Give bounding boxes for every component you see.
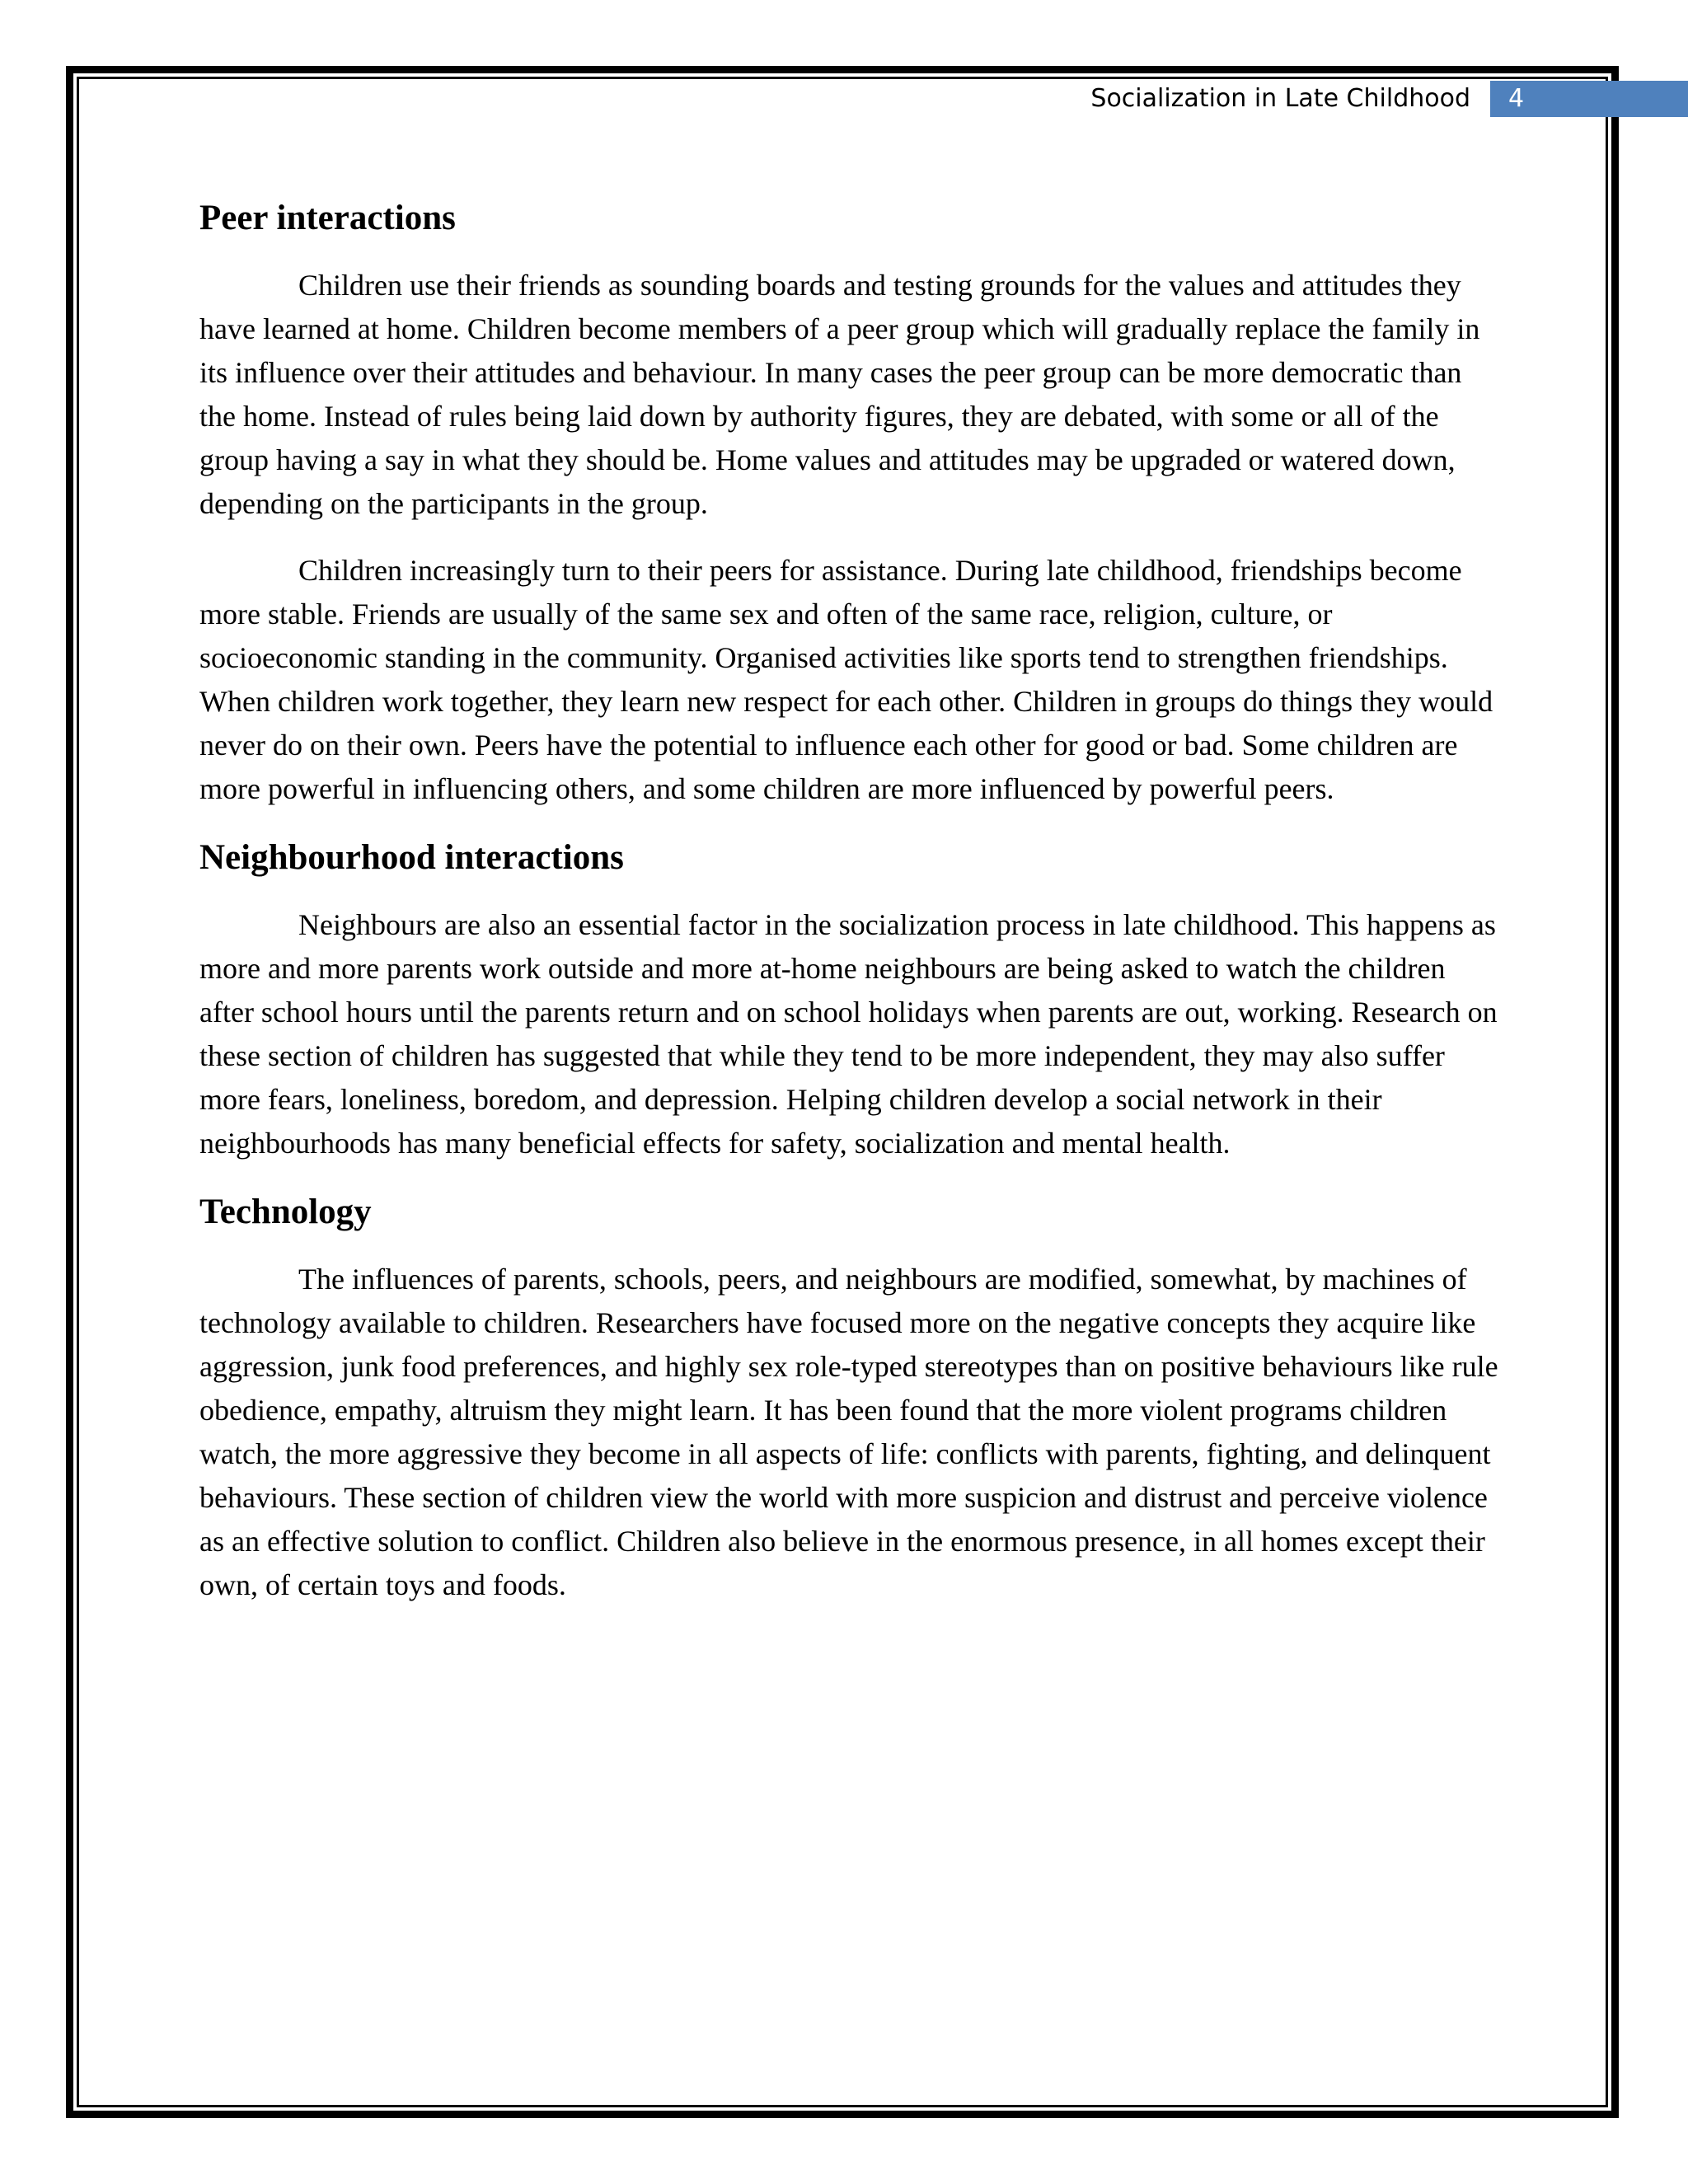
page-number-box	[1490, 81, 1688, 117]
paragraph: Children increasingly turn to their peers for assistance. During late childhood, friendships become more stable. Friends are usually of the same sex and often of the same race, religion, culture, or socioeconomic standing in the community. Organised activities like sports tend to strengthen friendships. When children work together, they learn new respect for each other. Children in groups do things they would never do on their own. Peers have the potential to influence each other for good or bad. Some children are more powerful in influencing others, and some children are more influenced by powerful peers.	[199, 554, 1493, 805]
document-body	[199, 194, 1502, 1630]
section-peer-interactions	[199, 194, 1502, 811]
section-heading: Peer interactions	[199, 199, 456, 237]
section-heading: Technology	[199, 1193, 372, 1231]
running-header-title: Socialization in Late Childhood	[1090, 84, 1470, 113]
paragraph: Children use their friends as sounding boards and testing grounds for the values and attitudes they have learned at home. Children become members of a peer group which will gradually replace the family in its influence over their attitudes and behaviour. In many cases the peer group can be more democratic than the home. Instead of rules being laid down by authority figures, they are debated, with some or all of the group having a say in what they should be. Home values and attitudes may be upgraded or watered down, depending on the participants in the group.	[199, 269, 1480, 520]
section-neighbourhood-interactions	[199, 834, 1502, 1165]
section-heading: Neighbourhood interactions	[199, 838, 624, 877]
section-technology	[199, 1188, 1502, 1607]
paragraph: The influences of parents, schools, peers, and neighbours are modified, somewhat, by machines of technology available to children. Researchers have focused more on the negative concepts they acquire like aggression, junk food preferences, and highly sex role-typed stereotypes than on positive behaviours like rule obedience, empathy, altruism they might learn. It has been found that the more violent programs children watch, the more aggressive they become in all aspects of life: conflicts with parents, fighting, and delinquent behaviours. These section of children view the world with more suspicion and distrust and perceive violence as an effective solution to conflict. Children also believe in the enormous presence, in all homes except their own, of certain toys and foods.	[199, 1263, 1498, 1601]
paragraph: Neighbours are also an essential factor in the socialization process in late childhood. This happens as more and more parents work outside and more at-home neighbours are being asked to watch the children after school hours until the parents return and on school holidays when parents are out, working. Research on these section of children has suggested that while they tend to be more independent, they may also suffer more fears, loneliness, boredom, and depression. Helping children develop a social network in their neighbourhoods has many beneficial effects for safety, socialization and mental health.	[199, 908, 1498, 1160]
page-number: 4	[1508, 84, 1525, 113]
